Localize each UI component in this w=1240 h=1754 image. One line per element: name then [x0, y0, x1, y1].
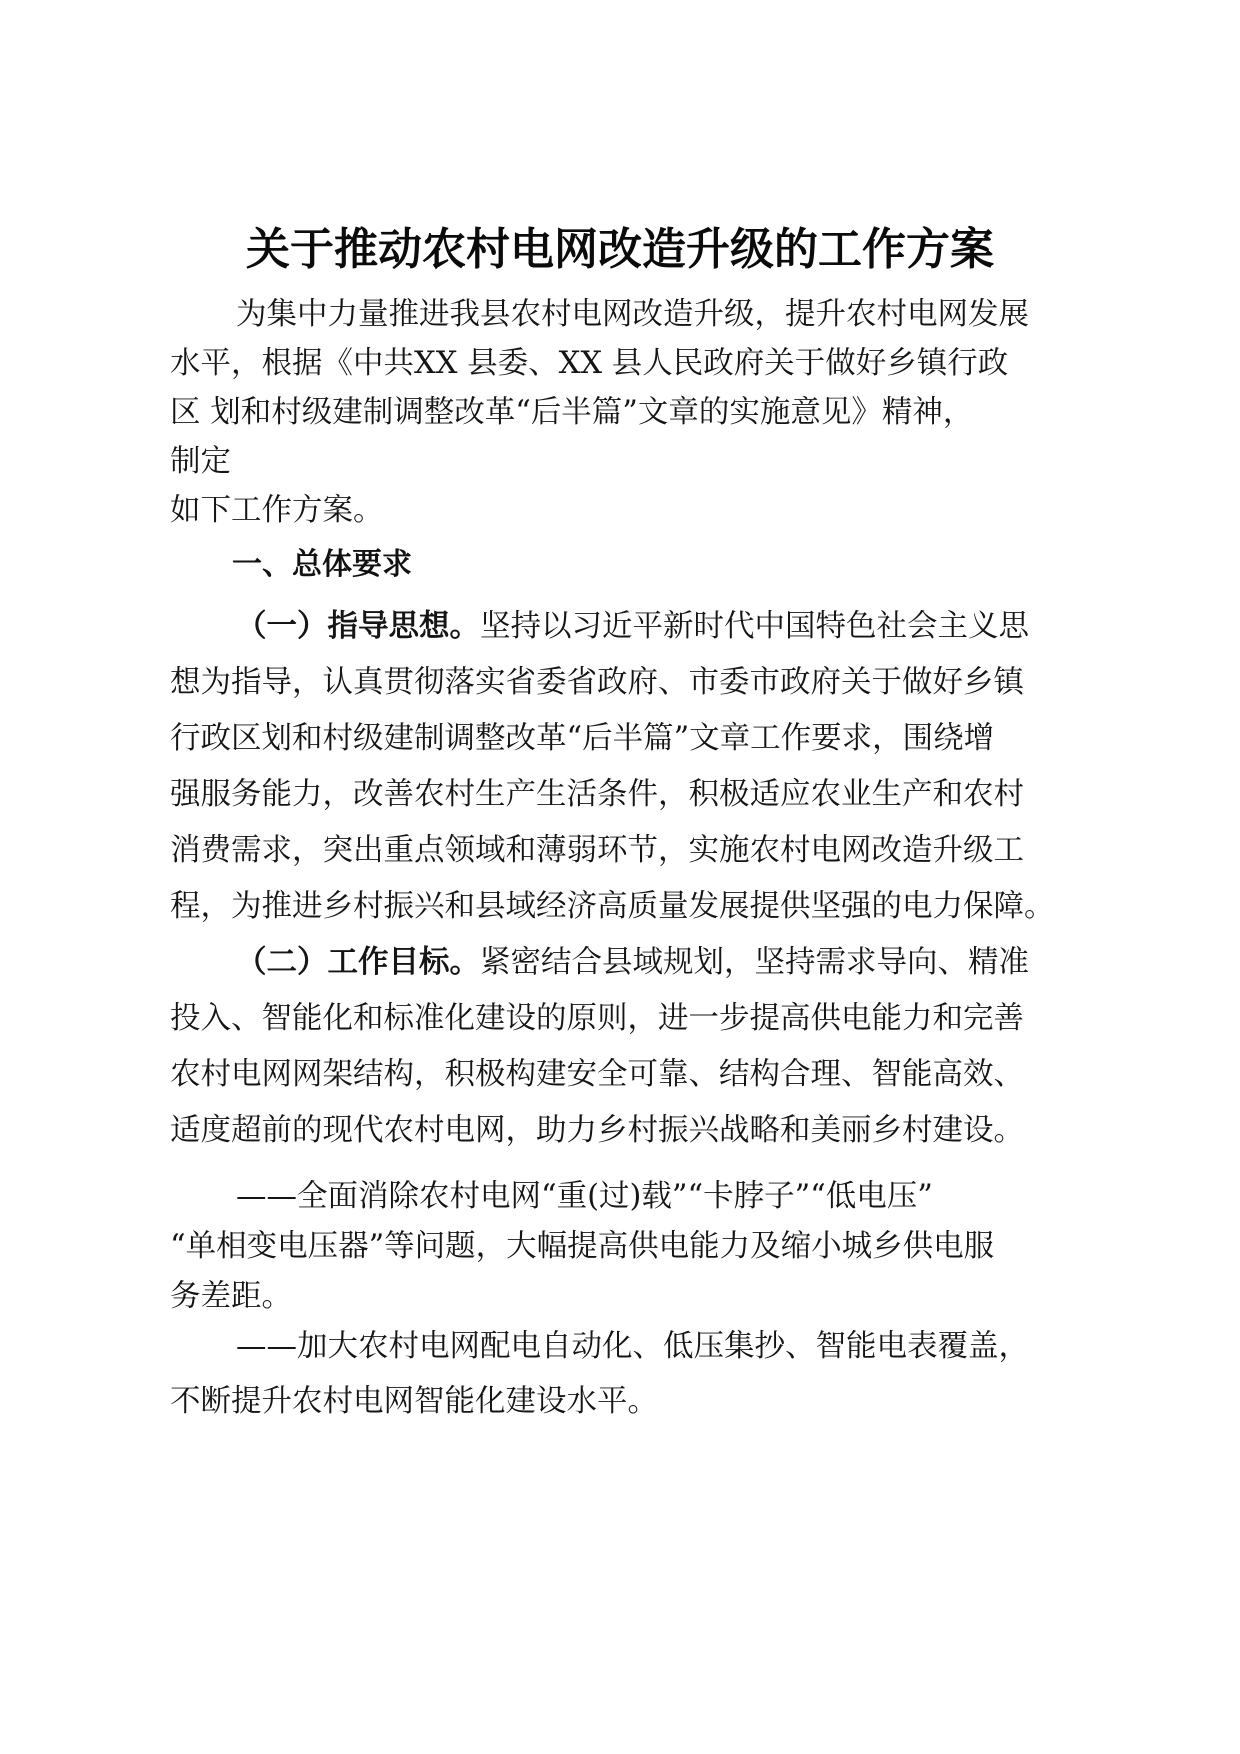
sub1-line-5: 消费需求，突出重点领域和薄弱环节，实施农村电网改造升级工 [170, 833, 1024, 868]
section-heading: 一、总体要求 [232, 547, 412, 582]
bullet1-line-3: 务差距。 [170, 1279, 292, 1314]
sub1-line-6: 程，为推进乡村振兴和县域经济高质量发展提供坚强的电力保障。 [170, 889, 1055, 924]
bullet2-line-1: ——加大农村电网配电自动化、低压集抄、智能电表覆盖， [236, 1329, 1029, 1364]
sub2-line-3: 农村电网网架结构，积极构建安全可靠、结构合理、智能高效、 [170, 1057, 1024, 1092]
bullet2-line-2: 不断提升农村电网智能化建设水平。 [170, 1384, 658, 1419]
intro-line-1: 为集中力量推进我县农村电网改造升级，提升农村电网发展 [236, 297, 1029, 332]
sub2-line-2: 投入、智能化和标准化建设的原则，进一步提高供电能力和完善 [170, 1001, 1024, 1036]
sub1-lead: （一）指导思想。 [236, 609, 480, 644]
bullet1-line-2: “单相变电压器”等问题，大幅提高供电能力及缩小城乡供电服 [170, 1229, 995, 1264]
document-title: 关于推动农村电网改造升级的工作方案 [246, 224, 994, 275]
sub2-line-4: 适度超前的现代农村电网，助力乡村振兴战略和美丽乡村建设。 [170, 1113, 1024, 1148]
sub2-lead: （二）工作目标。 [236, 945, 480, 980]
sub2-line-1 [236, 943, 1029, 983]
intro-line-3: 区 划和村级建制调整改革“后半篇”文章的实施意见》精神， [170, 395, 974, 430]
sub1-line-3: 行政区划和村级建制调整改革“后半篇”文章工作要求，围绕增 [170, 721, 995, 756]
sub1-line-4: 强服务能力，改善农村生产生活条件，积极适应农业生产和农村 [170, 777, 1024, 812]
intro-line-4: 制定 [170, 444, 231, 479]
sub1-line-1-text: 坚持以习近平新时代中国特色社会主义思 [480, 609, 1029, 644]
bullet1-line-1: ——全面消除农村电网“重(过)载”“卡脖子”“低电压” [236, 1179, 933, 1214]
intro-line-2: 水平，根据《中共XX 县委、XX 县人民政府关于做好乡镇行政 [170, 346, 1009, 381]
sub1-line-1 [236, 607, 1029, 647]
sub2-line-1-text: 紧密结合县域规划，坚持需求导向、精准 [480, 945, 1029, 980]
sub1-line-2: 想为指导，认真贯彻落实省委省政府、市委市政府关于做好乡镇 [170, 665, 1024, 700]
intro-line-5: 如下工作方案。 [170, 493, 384, 528]
